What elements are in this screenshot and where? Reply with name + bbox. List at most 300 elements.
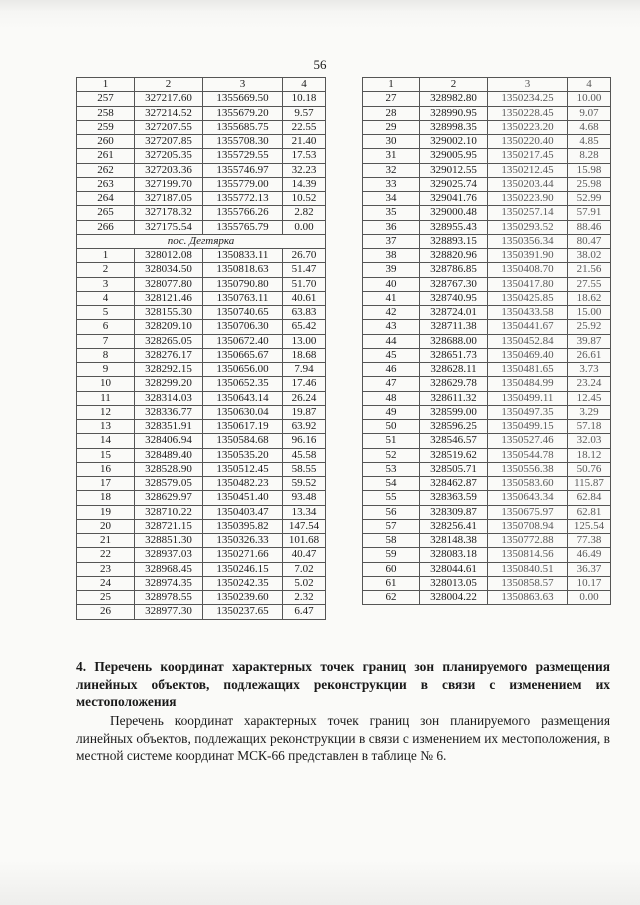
table-cell: 26.61 <box>568 348 611 362</box>
table-row <box>77 377 326 391</box>
table-cell: 58.55 <box>283 462 326 476</box>
table-cell: 328489.40 <box>135 448 203 462</box>
table-cell: 327214.52 <box>135 106 203 120</box>
table-cell: 1350656.00 <box>203 363 283 377</box>
table-cell: 1350441.67 <box>488 320 568 334</box>
table-cell: 22 <box>77 548 135 562</box>
table-cell: 32.03 <box>568 434 611 448</box>
table-row <box>363 306 611 320</box>
table-cell: 21 <box>77 534 135 548</box>
table-cell: 12.45 <box>568 391 611 405</box>
table-cell: 30 <box>363 135 420 149</box>
table-cell: 26.24 <box>283 391 326 405</box>
table-cell: 125.54 <box>568 519 611 533</box>
table-cell: 1350223.90 <box>488 192 568 206</box>
table-row <box>77 434 326 448</box>
table-cell: 61 <box>363 576 420 590</box>
table-row <box>77 605 326 619</box>
table-cell: 17.46 <box>283 377 326 391</box>
table-cell: 328155.30 <box>135 306 203 320</box>
table-cell: 6.47 <box>283 605 326 619</box>
table-cell: 328998.35 <box>420 120 488 134</box>
table-cell: 328505.71 <box>420 462 488 476</box>
table-cell: 1350652.35 <box>203 377 283 391</box>
table-cell: 2.82 <box>283 206 326 220</box>
table-row <box>363 334 611 348</box>
table-cell: 328299.20 <box>135 377 203 391</box>
table-cell: 21.56 <box>568 263 611 277</box>
table-cell: 96.16 <box>283 434 326 448</box>
table-cell: 48 <box>363 391 420 405</box>
table-row <box>363 106 611 120</box>
section-paragraph: Перечень координат характерных точек границ зон планируемого размещения линейных объектов, подлежащих реконструкции в связи с изменением их местоположения, в местной системе координат МСК-66 представлен в таблице № 6. <box>76 713 610 763</box>
table-cell: 1350228.45 <box>488 106 568 120</box>
table-cell: 328406.94 <box>135 434 203 448</box>
table-cell: 1350706.30 <box>203 320 283 334</box>
table-cell: 41 <box>363 291 420 305</box>
table-cell: 1355779.00 <box>203 177 283 191</box>
table-cell: 329002.10 <box>420 135 488 149</box>
table-cell: 63.83 <box>283 306 326 320</box>
table-cell: 1350391.90 <box>488 249 568 263</box>
table-cell: 328710.22 <box>135 505 203 519</box>
table-cell: 43 <box>363 320 420 334</box>
table-cell: 1350395.82 <box>203 519 283 533</box>
table-cell: 258 <box>77 106 135 120</box>
table-cell: 27 <box>363 92 420 106</box>
table-cell: 38 <box>363 249 420 263</box>
table-cell: 1350326.33 <box>203 534 283 548</box>
table-cell: 327187.05 <box>135 192 203 206</box>
table-cell: 77.38 <box>568 534 611 548</box>
table-cell: 1350452.84 <box>488 334 568 348</box>
table-row <box>363 562 611 576</box>
table-cell: 327207.85 <box>135 135 203 149</box>
table-cell: 46.49 <box>568 548 611 562</box>
table-cell: 18.62 <box>568 291 611 305</box>
table-cell: 1350257.14 <box>488 206 568 220</box>
table-cell: 28 <box>363 106 420 120</box>
table-row <box>77 263 326 277</box>
table-cell: 51.70 <box>283 277 326 291</box>
table-cell: 7.94 <box>283 363 326 377</box>
table-cell: 9 <box>77 363 135 377</box>
table-cell: 328336.77 <box>135 405 203 419</box>
table-cell: 18.12 <box>568 448 611 462</box>
table-cell: 25 <box>77 591 135 605</box>
table-cell: 327203.36 <box>135 163 203 177</box>
table-cell: 25.98 <box>568 177 611 191</box>
table-row <box>77 106 326 120</box>
table-cell: 55 <box>363 491 420 505</box>
table-cell: 328363.59 <box>420 491 488 505</box>
section-heading: 4. Перечень координат характерных точек границ зон планируемого размещения линейных объектов, подлежащих реконструкции в связи с изменением их местоположения <box>76 659 610 709</box>
table-cell: 32 <box>363 163 420 177</box>
table-row <box>77 120 326 134</box>
table-row <box>77 92 326 106</box>
table-cell: 2 <box>77 263 135 277</box>
table-cell: 62.81 <box>568 505 611 519</box>
table-cell: 1350237.65 <box>203 605 283 619</box>
table-cell: 328148.38 <box>420 534 488 548</box>
table-cell: 1350408.70 <box>488 263 568 277</box>
table-cell: 328628.11 <box>420 363 488 377</box>
table-cell: 328579.05 <box>135 477 203 491</box>
table-row <box>77 448 326 462</box>
table-row <box>77 491 326 505</box>
table-cell: 261 <box>77 149 135 163</box>
table-cell: 1355729.55 <box>203 149 283 163</box>
table-cell: 328462.87 <box>420 477 488 491</box>
table-cell: 29 <box>363 120 420 134</box>
table-cell: 328528.90 <box>135 462 203 476</box>
table-cell: 4 <box>77 291 135 305</box>
table-row <box>363 462 611 476</box>
table-row <box>77 206 326 220</box>
table-cell: 101.68 <box>283 534 326 548</box>
table-cell: 328968.45 <box>135 562 203 576</box>
table-cell: 58 <box>363 534 420 548</box>
table-cell: 5.02 <box>283 576 326 590</box>
table-cell: 1350481.65 <box>488 363 568 377</box>
table-cell: 3.73 <box>568 363 611 377</box>
table-cell: 1355685.75 <box>203 120 283 134</box>
table-cell: 1350740.65 <box>203 306 283 320</box>
table-row <box>77 192 326 206</box>
table-row <box>77 562 326 576</box>
table-cell: 53 <box>363 462 420 476</box>
table-row <box>363 534 611 548</box>
table-cell: 51.47 <box>283 263 326 277</box>
table-cell: 1350630.04 <box>203 405 283 419</box>
table-cell: 42 <box>363 306 420 320</box>
table-cell: 40 <box>363 277 420 291</box>
table-row <box>77 405 326 419</box>
table-cell: 50 <box>363 420 420 434</box>
table-row <box>363 405 611 419</box>
table-cell: 57.18 <box>568 420 611 434</box>
table-cell: 3 <box>488 78 568 92</box>
table-cell: 51 <box>363 434 420 448</box>
table-cell: 36 <box>363 220 420 234</box>
table-cell: 1355766.26 <box>203 206 283 220</box>
table-cell: 1350356.34 <box>488 234 568 248</box>
table-cell: 39.87 <box>568 334 611 348</box>
table-row <box>77 334 326 348</box>
table-row <box>77 505 326 519</box>
table-cell: 1350484.99 <box>488 377 568 391</box>
table-cell: 36.37 <box>568 562 611 576</box>
table-cell: 1350643.14 <box>203 391 283 405</box>
table-cell: 8 <box>77 348 135 362</box>
table-row <box>363 377 611 391</box>
table-cell: 1350499.15 <box>488 420 568 434</box>
table-cell: 328851.30 <box>135 534 203 548</box>
table-cell: 328937.03 <box>135 548 203 562</box>
table-cell: 1350469.40 <box>488 348 568 362</box>
table-header-row <box>363 78 611 92</box>
table-cell: 328740.95 <box>420 291 488 305</box>
table-cell: 1355669.50 <box>203 92 283 106</box>
table-row <box>77 163 326 177</box>
table-row <box>363 163 611 177</box>
table-cell: 34 <box>363 192 420 206</box>
table-cell: 62 <box>363 591 420 605</box>
table-row <box>363 149 611 163</box>
table-cell: 33 <box>363 177 420 191</box>
table-row <box>77 177 326 191</box>
table-cell: 1350242.35 <box>203 576 283 590</box>
table-cell: 1350499.11 <box>488 391 568 405</box>
table-cell: 1350234.25 <box>488 92 568 106</box>
table-cell: 1350535.20 <box>203 448 283 462</box>
table-cell: 264 <box>77 192 135 206</box>
table-row <box>363 491 611 505</box>
table-cell: 1350833.11 <box>203 249 283 263</box>
table-cell: 1 <box>77 249 135 263</box>
table-cell: 328083.18 <box>420 548 488 562</box>
table-cell: 328256.41 <box>420 519 488 533</box>
table-cell: 4.85 <box>568 135 611 149</box>
table-cell: 50.76 <box>568 462 611 476</box>
table-cell: 10 <box>77 377 135 391</box>
table-cell: 1350858.57 <box>488 576 568 590</box>
table-cell: 6 <box>77 320 135 334</box>
table-cell: 2.32 <box>283 591 326 605</box>
table-cell: 15.00 <box>568 306 611 320</box>
table-cell: 328767.30 <box>420 277 488 291</box>
table-row <box>77 548 326 562</box>
table-row <box>363 277 611 291</box>
table-cell: 1350417.80 <box>488 277 568 291</box>
table-cell: 65.42 <box>283 320 326 334</box>
table-cell: 26 <box>77 605 135 619</box>
table-cell: 328351.91 <box>135 420 203 434</box>
table-cell: 26.70 <box>283 249 326 263</box>
table-cell: 1350544.78 <box>488 448 568 462</box>
table-cell: 1 <box>77 78 135 92</box>
table-cell: 59.52 <box>283 477 326 491</box>
table-cell: 27.55 <box>568 277 611 291</box>
table-cell: 1355772.13 <box>203 192 283 206</box>
table-cell: 329012.55 <box>420 163 488 177</box>
table-cell: 147.54 <box>283 519 326 533</box>
table-cell: 1355765.79 <box>203 220 283 234</box>
table-row <box>363 363 611 377</box>
table-cell: 17.53 <box>283 149 326 163</box>
table-row <box>77 534 326 548</box>
table-cell: 1350556.38 <box>488 462 568 476</box>
table-cell: 327178.32 <box>135 206 203 220</box>
table-cell: 35 <box>363 206 420 220</box>
table-cell: 329041.76 <box>420 192 488 206</box>
table-cell: 262 <box>77 163 135 177</box>
table-cell: 328974.35 <box>135 576 203 590</box>
table-cell: 329025.74 <box>420 177 488 191</box>
table-row <box>363 576 611 590</box>
table-cell: 88.46 <box>568 220 611 234</box>
table-cell: 1350451.40 <box>203 491 283 505</box>
table-cell: 1350583.60 <box>488 477 568 491</box>
table-cell: 10.18 <box>283 92 326 106</box>
table-cell: 328276.17 <box>135 348 203 362</box>
table-cell: 7 <box>77 334 135 348</box>
table-cell: 1350246.15 <box>203 562 283 576</box>
table-cell: 54 <box>363 477 420 491</box>
table-cell: 1350497.35 <box>488 405 568 419</box>
table-cell: 80.47 <box>568 234 611 248</box>
table-row <box>363 548 611 562</box>
table-cell: 328004.22 <box>420 591 488 605</box>
table-cell: 46 <box>363 363 420 377</box>
table-cell: 328711.38 <box>420 320 488 334</box>
table-cell: 10.00 <box>568 92 611 106</box>
table-cell: 328034.50 <box>135 263 203 277</box>
table-cell: 328309.87 <box>420 505 488 519</box>
table-cell: 40.61 <box>283 291 326 305</box>
table-row <box>363 448 611 462</box>
table-cell: 328978.55 <box>135 591 203 605</box>
table-cell: 20 <box>77 519 135 533</box>
table-cell: 18 <box>77 491 135 505</box>
table-cell: 328982.80 <box>420 92 488 106</box>
table-cell: 265 <box>77 206 135 220</box>
table-row <box>77 277 326 291</box>
table-cell: 1350293.52 <box>488 220 568 234</box>
table-cell: 52.99 <box>568 192 611 206</box>
table-cell: 260 <box>77 135 135 149</box>
table-row <box>77 320 326 334</box>
table-row <box>77 519 326 533</box>
table-cell: 328629.78 <box>420 377 488 391</box>
table-cell: 1350790.80 <box>203 277 283 291</box>
table-cell: 263 <box>77 177 135 191</box>
table-cell: 3.29 <box>568 405 611 419</box>
table-cell: 7.02 <box>283 562 326 576</box>
table-row <box>363 206 611 220</box>
table-cell: 1350425.85 <box>488 291 568 305</box>
table-cell: 1350512.45 <box>203 462 283 476</box>
table-cell: 1350863.63 <box>488 591 568 605</box>
table-cell: 1350203.44 <box>488 177 568 191</box>
table-cell: 1350217.45 <box>488 149 568 163</box>
table-cell: 15.98 <box>568 163 611 177</box>
table-header-row <box>77 78 326 92</box>
table-cell: 16 <box>77 462 135 476</box>
table-cell: 259 <box>77 120 135 134</box>
table-row <box>77 348 326 362</box>
table-cell: 328786.85 <box>420 263 488 277</box>
table-row <box>77 363 326 377</box>
table-row <box>363 434 611 448</box>
table-row <box>363 192 611 206</box>
table-cell: 39 <box>363 263 420 277</box>
table-cell: 1350814.56 <box>488 548 568 562</box>
table-row <box>77 477 326 491</box>
table-cell: 266 <box>77 220 135 234</box>
table-cell: 328611.32 <box>420 391 488 405</box>
table-cell: 1350840.51 <box>488 562 568 576</box>
table-cell: 1350584.68 <box>203 434 283 448</box>
page-number: 56 <box>313 57 327 72</box>
table-cell: 57 <box>363 519 420 533</box>
table-row <box>363 591 611 605</box>
table-row <box>363 391 611 405</box>
table-row <box>77 391 326 405</box>
table-cell: 14 <box>77 434 135 448</box>
table-cell: 3 <box>77 277 135 291</box>
table-cell: 17 <box>77 477 135 491</box>
table-cell: 19.87 <box>283 405 326 419</box>
table-cell: 24 <box>77 576 135 590</box>
table-cell: 56 <box>363 505 420 519</box>
table-cell: 328990.95 <box>420 106 488 120</box>
table-cell: 13.34 <box>283 505 326 519</box>
table-cell: 1350772.88 <box>488 534 568 548</box>
table-cell: 93.48 <box>283 491 326 505</box>
table-row <box>363 263 611 277</box>
table-cell: 1350220.40 <box>488 135 568 149</box>
table-cell: 13 <box>77 420 135 434</box>
table-cell: 328121.46 <box>135 291 203 305</box>
table-cell: 19 <box>77 505 135 519</box>
table-cell: 1350239.60 <box>203 591 283 605</box>
table-cell: 40.47 <box>283 548 326 562</box>
table-cell: 25.92 <box>568 320 611 334</box>
table-cell: 45.58 <box>283 448 326 462</box>
table-cell: 1350223.20 <box>488 120 568 134</box>
table-cell: 1 <box>363 78 420 92</box>
coordinates-table-left <box>76 77 326 620</box>
table-cell: 31 <box>363 149 420 163</box>
table-cell: 59 <box>363 548 420 562</box>
table-cell: 63.92 <box>283 420 326 434</box>
table-row <box>77 135 326 149</box>
table-row <box>77 462 326 476</box>
table-cell: 328724.01 <box>420 306 488 320</box>
table-cell: 328077.80 <box>135 277 203 291</box>
table-cell: 5 <box>77 306 135 320</box>
table-cell: 4 <box>568 78 611 92</box>
table-row <box>363 291 611 305</box>
table-cell: 328013.05 <box>420 576 488 590</box>
table-row <box>363 505 611 519</box>
table-cell: 328651.73 <box>420 348 488 362</box>
table-cell: 1350708.94 <box>488 519 568 533</box>
table-cell: 328292.15 <box>135 363 203 377</box>
table-cell: 12 <box>77 405 135 419</box>
table-cell: 45 <box>363 348 420 362</box>
table-cell: 32.23 <box>283 163 326 177</box>
table-cell: 0.00 <box>568 591 611 605</box>
table-row <box>363 92 611 106</box>
table-cell: 18.68 <box>283 348 326 362</box>
table-cell: 13.00 <box>283 334 326 348</box>
table-row <box>363 120 611 134</box>
table-cell: 2 <box>135 78 203 92</box>
table-cell: 329000.48 <box>420 206 488 220</box>
table-cell: 328546.57 <box>420 434 488 448</box>
table-cell: 1350212.45 <box>488 163 568 177</box>
table-row <box>77 420 326 434</box>
table-cell: 1350672.40 <box>203 334 283 348</box>
table-cell: 257 <box>77 92 135 106</box>
table-cell: 38.02 <box>568 249 611 263</box>
table-cell: 23 <box>77 562 135 576</box>
table-cell: 1350818.63 <box>203 263 283 277</box>
table-cell: 9.07 <box>568 106 611 120</box>
table-cell: 0.00 <box>283 220 326 234</box>
